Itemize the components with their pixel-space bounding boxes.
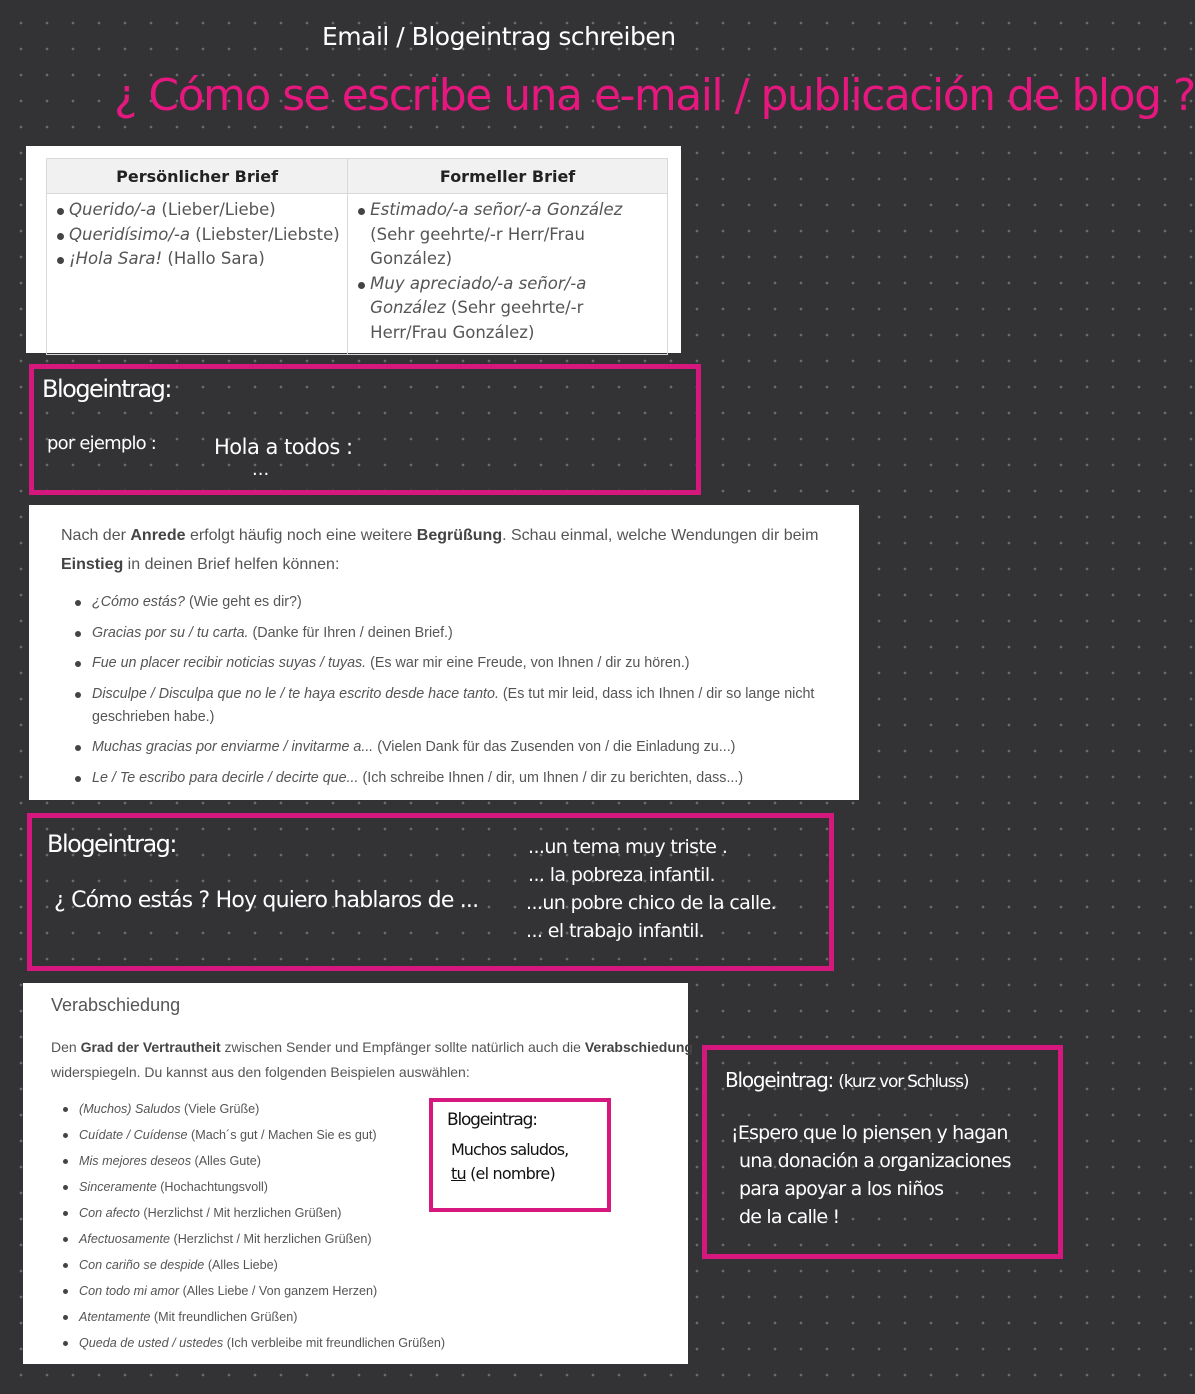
column-header-personal: Persönlicher Brief xyxy=(47,159,348,194)
column-header-formal: Formeller Brief xyxy=(348,159,668,194)
list-item: Queda de usted / ustedes (Ich verbleibe mit freundlichen Grüßen) xyxy=(63,1330,445,1356)
topic-option: ... el trabajo infantil. xyxy=(526,920,705,942)
list-item: Le / Te escribo para decirle / decirte que... (Ich schreibe Ihnen / dir, um Ihnen / dir zu berichten, dass...) xyxy=(75,767,845,790)
list-item: Afectuosamente (Herzlichst / Mit herzlichen Grüßen) xyxy=(63,1226,445,1252)
list-item: Atentamente (Mit freundlichen Grüßen) xyxy=(63,1304,445,1330)
list-item: Muchas gracias por enviarme / invitarme a... (Vielen Dank für das Zusenden von / die Einladung zu...) xyxy=(75,736,845,759)
blog-example-box-2 xyxy=(27,813,834,971)
title-spanish: ¿ Cómo se escribe una e-mail / publicación de blog ? xyxy=(114,70,1195,121)
greeting-table xyxy=(46,158,668,355)
list-item: ¡Hola Sara! (Hallo Sara) xyxy=(55,247,341,272)
title-german: Email / Blogeintrag schreiben xyxy=(322,22,676,51)
farewell-phrase-list xyxy=(63,1096,445,1356)
list-item: ¿Cómo estás? (Wie geht es dir?) xyxy=(75,591,845,614)
list-item: Con todo mi amor (Alles Liebe / Von ganzem Herzen) xyxy=(63,1278,445,1304)
box-label: Blogeintrag: xyxy=(42,375,171,403)
list-item: (Muchos) Saludos (Viele Grüße) xyxy=(63,1096,445,1122)
list-item: Muy apreciado/-a señor/-a González (Sehr geehrte/-r Herr/Frau González) xyxy=(356,272,661,346)
topic-option: ...un pobre chico de la calle. xyxy=(526,892,777,914)
farewell-paragraph: Den Grad der Vertrautheit zwischen Sender und Empfänger sollte natürlich auch die Verabschiedung widerspiegeln. Du kannst aus den folgenden Beispielen auswählen: xyxy=(51,1039,693,1080)
signoff-line: Muchos saludos, xyxy=(451,1140,569,1159)
blog-signoff-box xyxy=(429,1098,611,1212)
closing-line: ¡Espero que lo piensen y hagan xyxy=(731,1122,1008,1144)
closing-line: una donación a organizaciones xyxy=(739,1150,1011,1172)
list-item: Sinceramente (Hochachtungsvoll) xyxy=(63,1174,445,1200)
greeting-table-card xyxy=(26,146,681,353)
intro-phrases-card xyxy=(29,505,859,800)
box-label: Blogeintrag: xyxy=(47,830,176,858)
example-text: Hola a todos : xyxy=(214,435,353,459)
list-item: Estimado/-a señor/-a González (Sehr geehrte/-r Herr/Frau González) xyxy=(356,198,661,272)
topic-option: ...un tema muy triste . xyxy=(528,836,728,858)
box-label: Blogeintrag: xyxy=(447,1110,537,1130)
blog-closing-box xyxy=(702,1045,1063,1259)
personal-greetings-cell xyxy=(47,194,348,355)
list-item: Queridísimo/-a (Liebster/Liebste) xyxy=(55,223,341,248)
list-item: Con afecto (Herzlichst / Mit herzlichen Grüßen) xyxy=(63,1200,445,1226)
formal-greetings-cell xyxy=(348,194,668,355)
example-label: por ejemplo : xyxy=(47,433,157,454)
box-label: Blogeintrag: (kurz vor Schluss) xyxy=(725,1068,969,1092)
example-ellipsis: ... xyxy=(252,459,270,480)
topic-option: ... la pobreza infantil. xyxy=(528,864,715,886)
signoff-name: tu (el nombre) xyxy=(451,1164,555,1183)
example-sentence: ¿ Cómo estás ? Hoy quiero hablaros de ... xyxy=(54,888,479,913)
intro-paragraph: Nach der Anrede erfolgt häufig noch eine weitere Begrüßung. Schau einmal, welche Wendungen dir beim Einstieg in deinen Brief helfen können: xyxy=(61,527,819,573)
list-item: Querido/-a (Lieber/Liebe) xyxy=(55,198,341,223)
list-item: Mis mejores deseos (Alles Gute) xyxy=(63,1148,445,1174)
list-item: Disculpe / Disculpa que no le / te haya escrito desde hace tanto. (Es tut mir leid, dass ich Ihnen / dir so lange nicht geschrieben habe.) xyxy=(75,683,845,729)
list-item: Fue un placer recibir noticias suyas / tuyas. (Es war mir eine Freude, von Ihnen / dir zu hören.) xyxy=(75,652,845,675)
list-item: Con cariño se despide (Alles Liebe) xyxy=(63,1252,445,1278)
blog-example-box-1 xyxy=(29,364,701,495)
intro-phrase-list xyxy=(75,591,845,797)
closing-line: para apoyar a los niños xyxy=(739,1178,944,1200)
list-item: Gracias por su / tu carta. (Danke für Ihren / deinen Brief.) xyxy=(75,622,845,645)
farewell-heading: Verabschiedung xyxy=(51,995,181,1015)
list-item: Cuídate / Cuídense (Mach´s gut / Machen Sie es gut) xyxy=(63,1122,445,1148)
closing-line: de la calle ! xyxy=(739,1206,840,1228)
